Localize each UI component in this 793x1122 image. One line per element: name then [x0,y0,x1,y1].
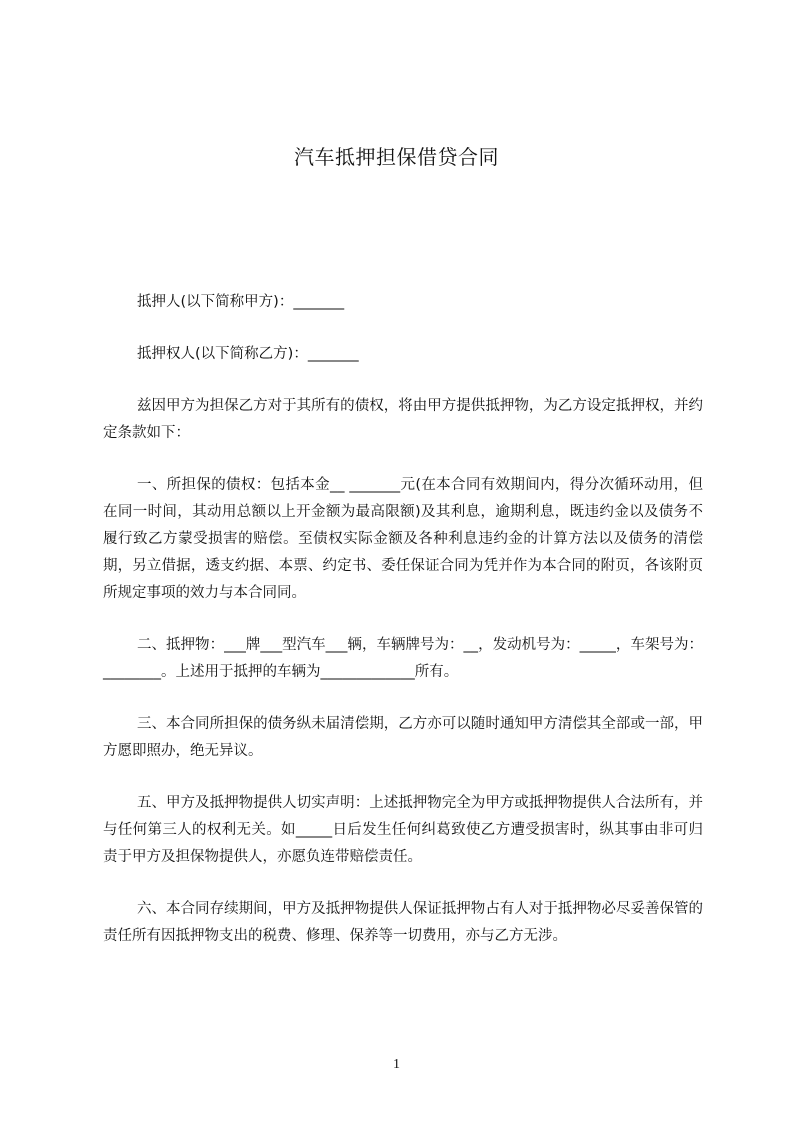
page-title: 汽车抵押担保借贷合同 [294,145,499,169]
preamble-paragraph: 兹因甲方为担保乙方对于其所有的债权，将由甲方提供抵押物，为乙方设定抵押权，并约定条款如下： [103,398,703,441]
pledgor-line: 抵押人(以下简称甲方)：_______ [137,294,345,310]
clause-6-custody: 六、本合同存续期间，甲方及抵押物提供人保证抵押物占有人对于抵押物必尽妥善保管的责任所有因抵押物支出的税费、修理、保养等一切费用，亦与乙方无涉。 [103,901,703,944]
clause-5-declaration: 五、甲方及抵押物提供人切实声明：上述抵押物完全为甲方或抵押物提供人合法所有，并与任何第三人的权利无关。如_____日后发生任何纠葛致使乙方遭受损害时，纵其事由非可归责于甲方及担保物提供人，亦愿负连带赔偿责任。 [103,795,703,865]
clause-2-collateral: 二、抵押物：___牌___型汽车___辆，车辆牌号为：__，发动机号为：_____，车架号为：________。上述用于抵押的车辆为_____________所有。 [103,637,703,680]
pledgee-line: 抵押权人(以下简称乙方)：_______ [137,346,359,362]
page-number: 1 [393,1057,400,1072]
contract-body [103,289,703,975]
clause-3-early-repayment: 三、本合同所担保的债务纵未届清偿期，乙方亦可以随时通知甲方清偿其全部或一部，甲方愿即照办，绝无异议。 [103,716,703,759]
clause-1-secured-debt: 一、所担保的债权：包括本金__ _______元(在本合同有效期间内，得分次循环动用，但在同一时间，其动用总额以上开金额为最高限额)及其利息，逾期利息，既违约金以及债务不履行致乙方蒙受损害的赔偿。至债权实际金额及各种利息违约金的计算方法以及债务的清偿期，另立借据，透支约据、本票、约定书、委任保证合同为凭并作为本合同的附页，各该附页所规定事项的效力与本合同同。 [103,477,703,601]
